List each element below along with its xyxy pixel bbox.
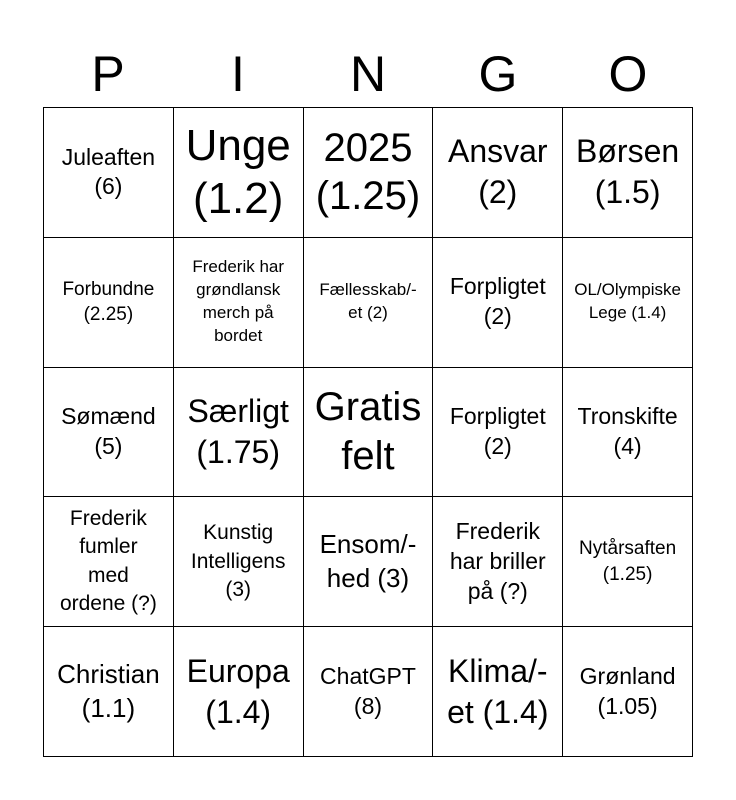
bingo-cell[interactable]	[563, 108, 693, 238]
bingo-board	[43, 107, 693, 757]
bingo-cell-label: ChatGPT (8)	[320, 662, 416, 719]
bingo-cell[interactable]	[563, 627, 693, 757]
bingo-cell-label: Tronskifte (4)	[577, 403, 678, 459]
header-letter-n: N	[349, 46, 387, 102]
bingo-cell[interactable]	[433, 108, 563, 238]
bingo-cell-label: Forbundne (2.25)	[62, 278, 155, 326]
bingo-cell[interactable]	[44, 497, 174, 627]
bingo-cell-label: Juleaften (6)	[61, 143, 156, 200]
bingo-cell-label: Unge (1.2)	[185, 120, 291, 224]
bingo-cell[interactable]	[174, 627, 304, 757]
bingo-cell-label: OL/Olympiske Lege (1.4)	[574, 280, 681, 323]
bingo-cell[interactable]	[563, 497, 693, 627]
bingo-cell[interactable]	[44, 108, 174, 238]
bingo-cell-label: Europa (1.4)	[186, 652, 290, 730]
bingo-cell-label: 2025 (1.25)	[315, 125, 421, 219]
header-letter-i: I	[231, 46, 245, 102]
bingo-cell[interactable]	[563, 238, 693, 368]
bingo-cell[interactable]	[304, 497, 434, 627]
bingo-cell[interactable]	[563, 368, 693, 498]
bingo-cell-label: Frederik fumler med ordene (?)	[59, 507, 157, 616]
bingo-cell-label: Fællesskab/- et (2)	[319, 280, 417, 323]
bingo-cell[interactable]	[304, 108, 434, 238]
bingo-cell[interactable]	[433, 497, 563, 627]
bingo-cell[interactable]	[433, 238, 563, 368]
bingo-cell[interactable]	[304, 238, 434, 368]
bingo-cell[interactable]	[174, 497, 304, 627]
bingo-cell-label: Klima/- et (1.4)	[447, 652, 549, 730]
bingo-cell[interactable]	[304, 627, 434, 757]
bingo-cell-label: Grønland (1.05)	[579, 662, 676, 719]
bingo-cell-label: Kunstig Intelligens (3)	[190, 521, 286, 601]
bingo-cell-label: Sømænd (5)	[61, 403, 156, 459]
bingo-cell[interactable]	[174, 368, 304, 498]
bingo-cell-label: Forpligtet (2)	[449, 273, 546, 330]
bingo-cell[interactable]	[433, 368, 563, 498]
bingo-cell-label: Ensom/- hed (3)	[319, 528, 417, 593]
bingo-cell-label: Christian (1.1)	[57, 658, 160, 723]
bingo-cell-label: Forpligtet (2)	[449, 403, 546, 459]
bingo-cell-label: Frederik har briller på (?)	[449, 517, 546, 604]
bingo-cell-label: Børsen (1.5)	[576, 133, 680, 211]
bingo-cell[interactable]	[44, 627, 174, 757]
bingo-cell[interactable]	[44, 368, 174, 498]
bingo-cell[interactable]	[433, 627, 563, 757]
bingo-cell-label: Særligt (1.75)	[187, 393, 289, 470]
bingo-cell[interactable]	[174, 108, 304, 238]
bingo-cell[interactable]	[44, 238, 174, 368]
bingo-header	[43, 40, 693, 108]
header-letter-p: P	[91, 46, 125, 102]
bingo-cell[interactable]	[304, 368, 434, 498]
header-letter-o: O	[608, 46, 648, 102]
bingo-cell[interactable]	[174, 238, 304, 368]
bingo-cell-label: Nytårsaften (1.25)	[579, 538, 677, 585]
header-letter-g: G	[478, 46, 518, 102]
bingo-cell-label: Frederik har grøndlansk merch på bordet	[192, 257, 285, 346]
bingo-cell-label: Gratis felt	[314, 385, 422, 478]
bingo-cell-label: Ansvar (2)	[447, 133, 548, 211]
